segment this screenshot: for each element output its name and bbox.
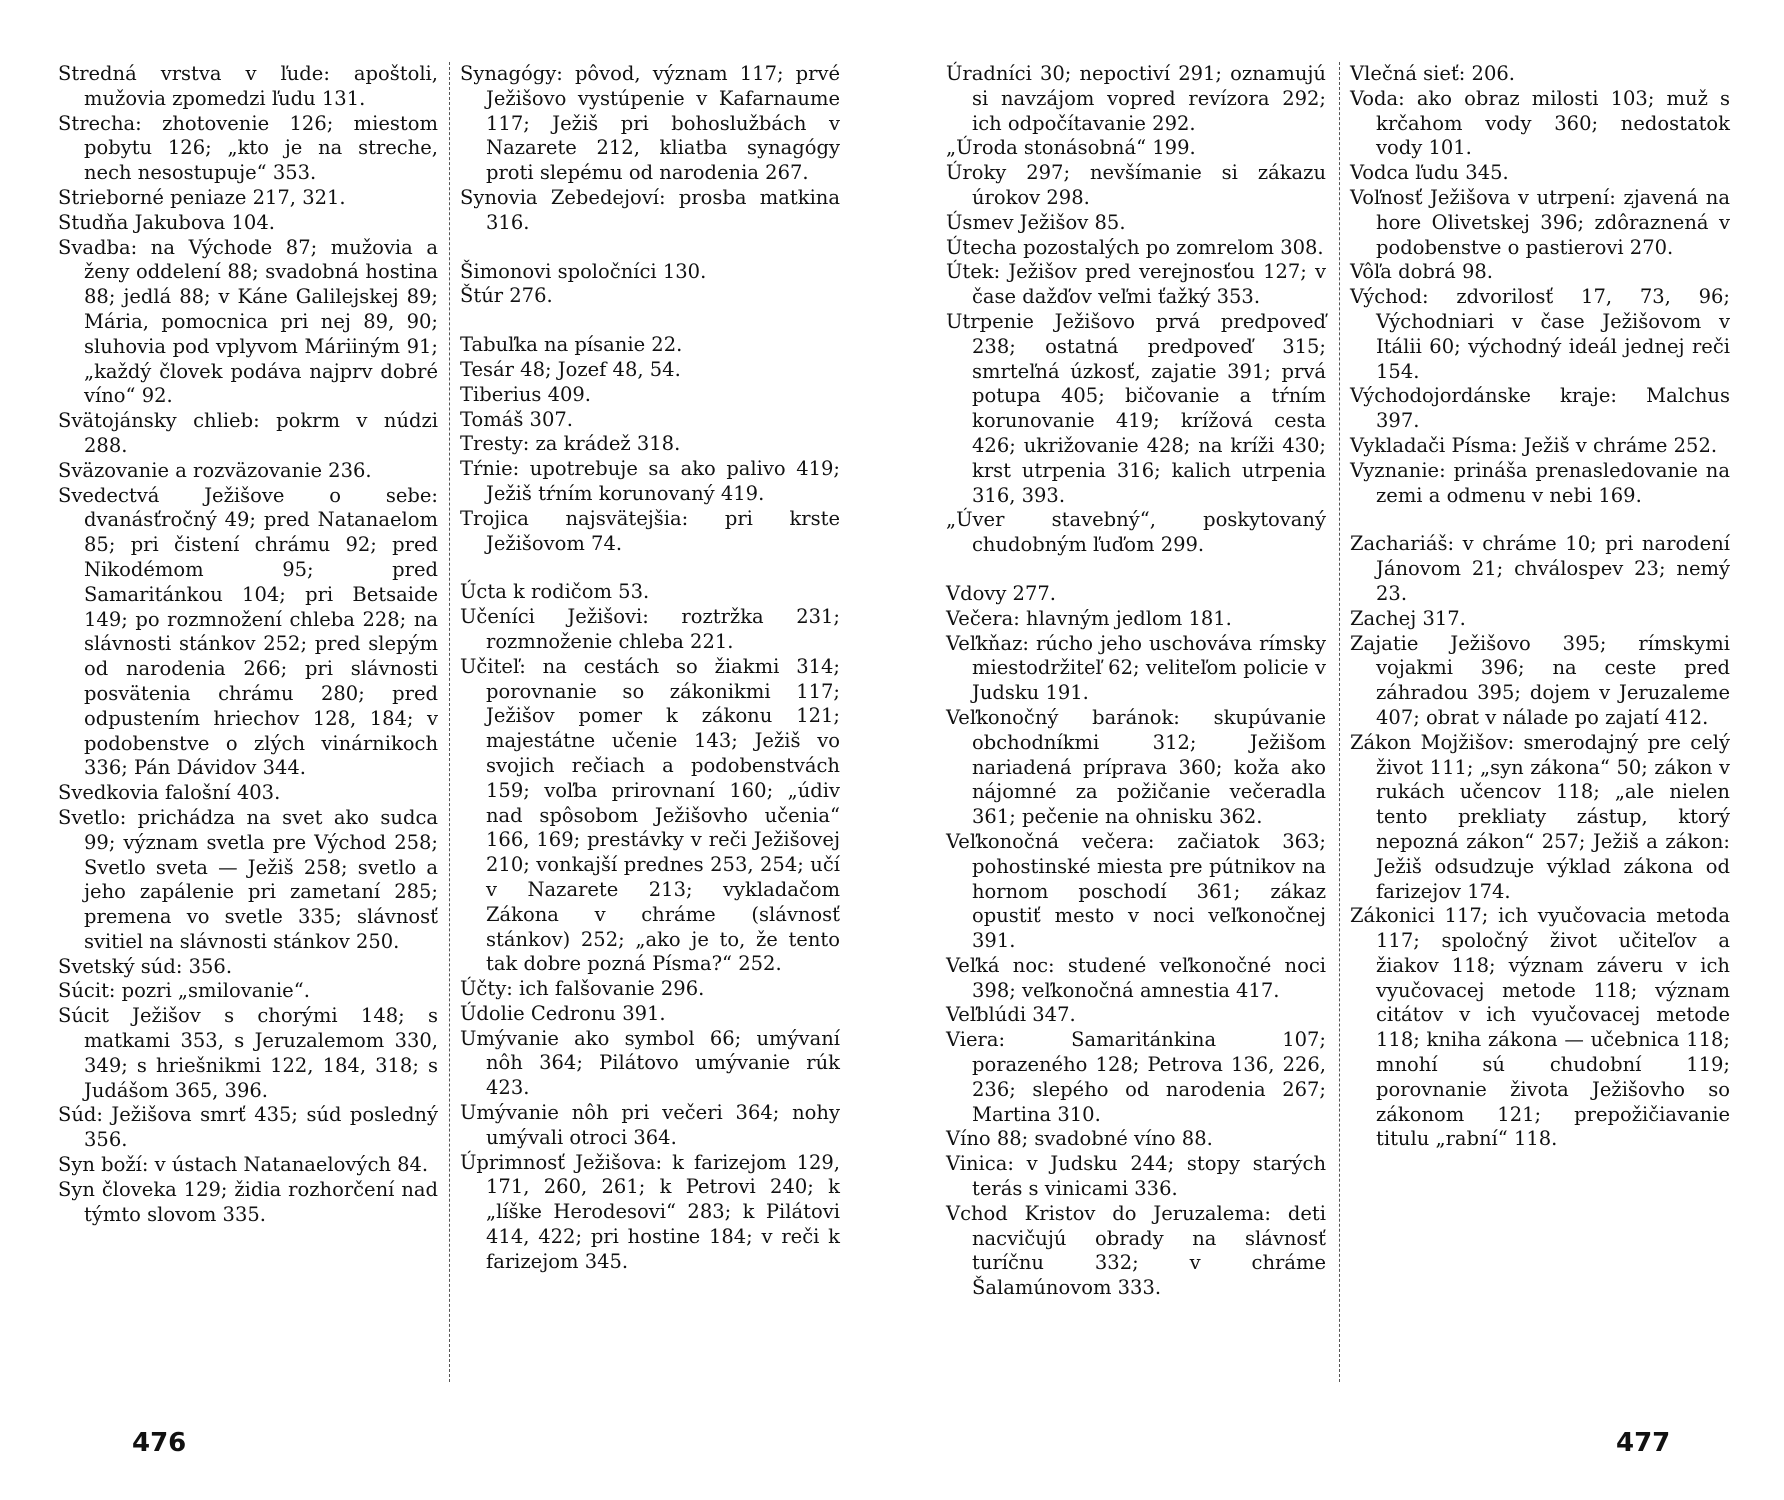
index-entry: Východojordánske kraje: Malchus 397. — [1350, 384, 1730, 433]
index-entry: Veľká noc: studené veľkonočné noci 398; veľkonočná amnestia 417. — [946, 953, 1326, 1002]
index-entry: Vlečná sieť: 206. — [1350, 62, 1515, 85]
index-entry: Úradníci 30; nepoctiví 291; oznamujú si navzájom vopred revízora 292; ich odpočítavanie 292. — [946, 62, 1326, 135]
index-entry: Studňa Jakubova 104. — [58, 210, 275, 234]
index-entry: Sväzovanie a rozväzovanie 236. — [58, 458, 372, 482]
index-entry: Údolie Cedronu 391. — [460, 1001, 666, 1025]
index-entry: Svetlo: prichádza na svet ako sudca 99; význam svetla pre Východ 258; Svetlo sveta — Ježiš 258; svetlo a jeho zapálenie pri zametaní 285; premena vo svetle 335; slávnosť svitiel na slávnosti stánkov 250. — [58, 805, 438, 953]
index-entry: „Úver stavebný“, poskytovaný chudobným ľuďom 299. — [946, 508, 1326, 557]
index-entry: Svadba: na Východe 87; mužovia a ženy oddelení 88; svadobná hostina 88; jedlá 88; v Káne Galilejskej 89; Mária, pomocnica pri nej 89, 90; sluhovia pod vplyvom Máriiným 91; „každý človek podáva najprv dobré víno“ 92. — [58, 235, 438, 408]
index-entry: Vdovy 277. — [946, 581, 1056, 605]
index-entry: Východ: zdvorilosť 17, 73, 96; Východniari v čase Ježišovom v Itálii 60; východný ideál jednej reči 154. — [1350, 285, 1730, 383]
index-entry: Zákon Mojžišov: smerodajný pre celý život 111; „syn zákona“ 50; zákon v rukách učencov 118; „ale nielen tento prekliaty zástup, ktorý nepozná zákon“ 257; Ježiš a zákon: Ježiš odsudzuje výklad zákona od farizejov 174. — [1350, 730, 1730, 903]
index-entry: Syn boží: v ústach Natanaelových 84. — [58, 1153, 429, 1177]
index-entry: Vinica: v Judsku 244; stopy starých terás s vinicami 336. — [946, 1152, 1326, 1201]
column-divider — [1339, 62, 1340, 1382]
index-entry: Tabuľka na písanie 22. — [460, 333, 683, 357]
index-entry: Tesár 48; Jozef 48, 54. — [460, 357, 681, 381]
index-entry: Zákonici 117; ich vyučovacia metoda 117; spoločný život učiteľov a žiakov 118; význam záveru v ich vyučovacej metode 118; význam citátov v ich vyučovacej metode 118; kniha zákona — učebnica 118; mnohí sú chudobní 119; porovnanie života Ježišovho so zákonom 121; prepožičiavanie titulu „rabní“ 118. — [1350, 904, 1730, 1151]
index-entry: Vodca ľudu 345. — [1350, 161, 1509, 185]
index-entry: Umývanie ako symbol 66; umývaní nôh 364; Pilátovo umývanie rúk 423. — [460, 1026, 840, 1100]
index-entry: Syn človeka 129; židia rozhorčení nad týmto slovom 335. — [58, 1177, 438, 1226]
index-column — [460, 62, 840, 1275]
index-entry: Účty: ich falšovanie 296. — [460, 977, 705, 1001]
index-entry: Úroky 297; nevšímanie si zákazu úrokov 298. — [946, 161, 1326, 209]
index-entry: Veľblúdi 347. — [946, 1003, 1076, 1027]
index-entry: Tomáš 307. — [460, 407, 573, 431]
index-entry: Vchod Kristov do Jeruzalema: deti nacvičujú obrady na slávnosť turíčnu 332; v chráme Šalamúnovom 333. — [946, 1201, 1326, 1300]
index-entry: Viera: Samaritánkina 107; porazeného 128; Petrova 136, 226, 236; slepého od narodenia 267; Martina 310. — [946, 1028, 1326, 1126]
index-entry: Stredná vrstva v ľude: apoštoli, mužovia zpomedzi ľudu 131. — [58, 62, 438, 110]
index-entry: Synovia Zebedejoví: prosba matkina 316. — [460, 185, 840, 234]
index-entry: Synagógy: pôvod, význam 117; prvé Ježišovo vystúpenie v Kafarnaume 117; Ježiš pri bohoslužbách v Nazarete 212, kliatba synagógy proti slepému od narodenia 267. — [460, 62, 840, 185]
index-entry: Tŕnie: upotrebuje sa ako palivo 419; Ježiš tŕním korunovaný 419. — [460, 457, 840, 505]
index-entry: Svedkovia falošní 403. — [58, 781, 281, 805]
index-entry: Veľkonočný baránok: skupúvanie obchodníkmi 312; Ježišom nariadená príprava 360; koža ako nájomné za požičanie večeradla 361; pečenie na ohnisku 362. — [946, 705, 1326, 829]
index-entry: Učeníci Ježišovi: roztržka 231; rozmnoženie chleba 221. — [460, 605, 840, 653]
index-entry: Vyznanie: prináša prenasledovanie na zemi a odmenu v nebi 169. — [1350, 458, 1730, 507]
index-entry: Voda: ako obraz milosti 103; muž s krčahom vody 360; nedostatok vody 101. — [1350, 86, 1730, 160]
index-entry: Vykladači Písma: Ježiš v chráme 252. — [1350, 433, 1718, 457]
index-entry: Útek: Ježišov pred verejnosťou 127; v čase dažďov veľmi ťažký 353. — [946, 260, 1326, 309]
right-page — [892, 0, 1784, 1500]
index-entry: Štúr 276. — [460, 284, 553, 308]
index-entry: Strieborné peniaze 217, 321. — [58, 185, 346, 209]
index-entry: Voľnosť Ježišova v utrpení: zjavená na hore Olivetskej 396; zdôraznená v podobenstve o pastierovi 270. — [1350, 185, 1730, 259]
index-entry: Víno 88; svadobné víno 88. — [946, 1127, 1213, 1151]
index-entry: Veľkňaz: rúcho jeho uschováva rímsky miestodržiteľ 62; veliteľom policie v Judsku 191. — [946, 631, 1326, 705]
index-entry: Svetský súd: 356. — [58, 954, 233, 978]
index-entry: Umývanie nôh pri večeri 364; nohy umývali otroci 364. — [460, 1101, 840, 1149]
index-entry: Tresty: za krádež 318. — [460, 432, 681, 456]
index-entry: Učiteľ: na cestách so žiakmi 314; porovnanie so zákonikmi 117; Ježišov pomer k zákonu 121; majestátne učenie 143; Ježiš vo svojich rečiach a podobenstvách 159; voľba prirovnaní 160; „údiv nad spôsobom Ježišovho učenia“ 166, 169; prestávky v reči Ježišovej 210; vonkajší prednes 253, 254; učí v Nazarete 213; vykladačom Zákona v chráme (slávnosť stánkov) 252; „ako je to, že tento tak dobre pozná Písma?“ 252. — [460, 654, 840, 976]
index-entry: Večera: hlavným jedlom 181. — [946, 606, 1232, 630]
column-divider — [449, 62, 450, 1382]
index-entry: Zachej 317. — [1350, 606, 1466, 630]
index-column — [946, 62, 1326, 1301]
page-number: 476 — [132, 1428, 187, 1458]
index-entry: Útecha pozostalých po zomrelom 308. — [946, 235, 1324, 259]
index-column — [58, 62, 438, 1227]
index-entry: Súcit: pozri „smilovanie“. — [58, 979, 310, 1003]
index-entry: Zajatie Ježišovo 395; rímskymi vojakmi 396; na ceste pred záhradou 395; dojem v Jeruzaleme 407; obrat v nálade po zajatí 412. — [1350, 631, 1730, 729]
index-entry: „Úroda stonásobná“ 199. — [946, 136, 1196, 160]
index-entry: Úprimnosť Ježišova: k farizejom 129, 171, 260, 261; k Petrovi 240; k „líške Herodesovi“ 283; k Pilátovi 414, 422; pri hostine 184; v reči k farizejom 345. — [460, 1150, 840, 1273]
index-entry: Úsmev Ježišov 85. — [946, 210, 1126, 234]
index-entry: Súcit Ježišov s chorými 148; s matkami 353, s Jeruzalemom 330, 349; s hriešnikmi 122, 184, 318; s Judášom 365, 396. — [58, 1004, 438, 1102]
index-entry: Trojica najsvätejšia: pri krste Ježišovom 74. — [460, 506, 840, 555]
page-number: 477 — [1616, 1428, 1671, 1458]
index-entry: Veľkonočná večera: začiatok 363; pohostinské miesta pre pútnikov na hornom poschodí 361; zákaz opustiť mesto v noci veľkonočnej 391. — [946, 829, 1326, 953]
index-entry: Šimonovi spoločníci 130. — [460, 259, 707, 283]
index-entry: Zachariáš: v chráme 10; pri narodení Jánovom 21; chválospev 23; nemý 23. — [1350, 532, 1730, 605]
index-entry: Strecha: zhotovenie 126; miestom pobytu 126; „kto je na streche, nech nesostupuje“ 353. — [58, 111, 438, 185]
index-column — [1350, 62, 1730, 1152]
index-entry: Svätojánsky chlieb: pokrm v núdzi 288. — [58, 409, 438, 457]
index-entry: Súd: Ježišova smrť 435; súd posledný 356. — [58, 1103, 438, 1152]
index-entry: Úcta k rodičom 53. — [460, 580, 650, 604]
index-entry: Utrpenie Ježišovo prvá predpoveď 238; ostatná predpoveď 315; smrteľná úzkosť, zajatie 391; prvá potupa 405; bičovanie a tŕním korunovanie 419; krížová cesta 426; ukrižovanie 428; na kríži 430; krst utrpenia 316; kalich utrpenia 316, 393. — [946, 309, 1326, 507]
index-entry: Svedectvá Ježišove o sebe: dvanásťročný 49; pred Natanaelom 85; pri čistení chrámu 92; pred Nikodémom 95; pred Samaritánkou 104; pri Betsaide 149; po rozmnožení chleba 228; na slávnosti stánkov 252; pred slepým od narodenia 266; pri slávnosti posvätenia chrámu 280; pred odpustením hriechov 128, 184; v podobenstve o zlých vinárnikoch 336; Pán Dávidov 344. — [58, 483, 438, 780]
index-entry: Tiberius 409. — [460, 382, 592, 406]
index-entry: Vôľa dobrá 98. — [1350, 260, 1493, 284]
